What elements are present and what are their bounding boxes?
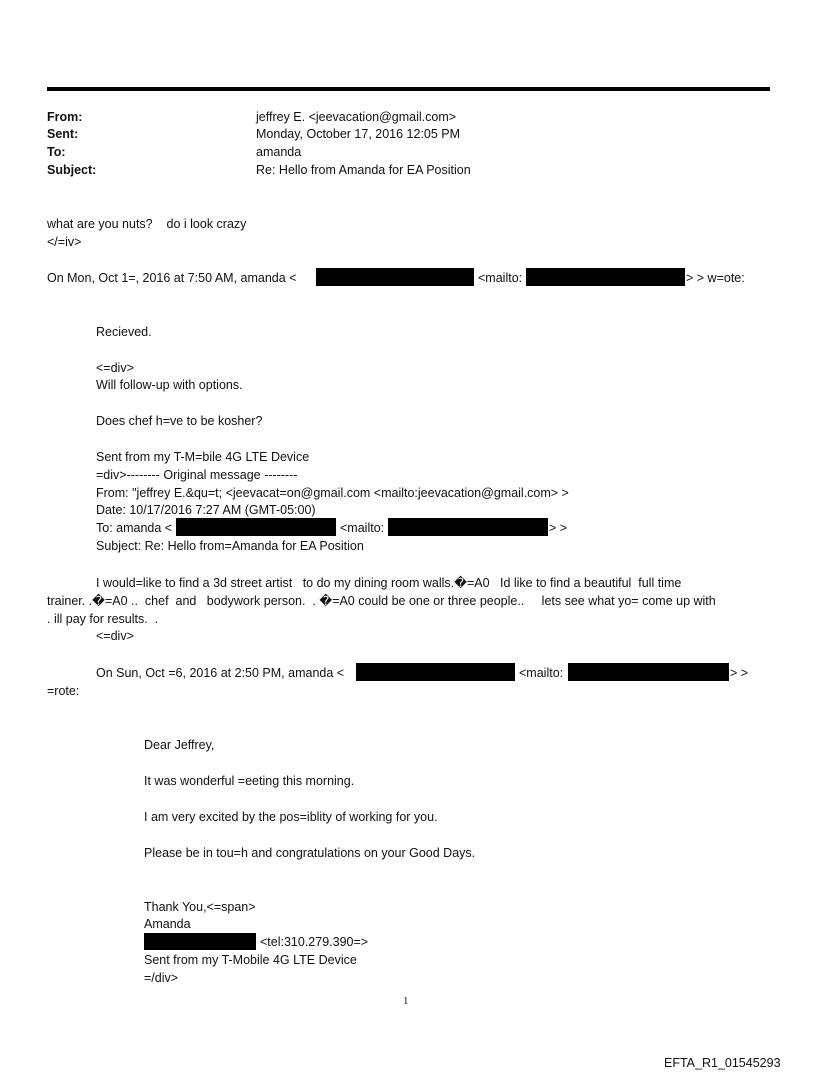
quote2-intro: On Sun, Oct =6, 2016 at 2:50 PM, amanda < — [96, 666, 345, 680]
sent-from-device: Sent from my T-Mobile 4G LTE Device — [144, 953, 357, 967]
original-message-divider: =div>-------- Original message -------- — [96, 468, 298, 482]
from-value: jeffrey E. <jeevacation@gmail.com> — [256, 110, 457, 124]
redaction-box — [316, 268, 474, 286]
redaction-box — [568, 663, 729, 681]
redaction-box — [526, 268, 685, 286]
original-from: From: "jeffrey E.&qu=t; <jeevacat=on@gmail.com <mailto:jeevacation@gmail.com> > — [96, 486, 569, 500]
quote-intro-end: > > w=ote: — [686, 271, 745, 285]
sign-off: Thank You,<=span> — [144, 900, 256, 914]
original-line-2: I am very excited by the pos=iblity of working for you. — [144, 810, 438, 824]
div-tag: <=div> — [96, 629, 134, 643]
quote-intro-mailto: <mailto: — [478, 271, 523, 285]
reply-line-2: </=iv> — [47, 235, 82, 249]
original-line-1: It was wonderful =eeting this morning. — [144, 774, 355, 788]
subject-label: Subject: — [47, 163, 97, 177]
sent-from-device: Sent from my T-M=bile 4G LTE Device — [96, 450, 310, 464]
to-label: To: — [47, 145, 66, 159]
page-number: 1 — [403, 995, 409, 1007]
recieved-text: Recieved. — [96, 325, 152, 339]
original-date: Date: 10/17/2016 7:27 AM (GMT-05:00) — [96, 503, 316, 517]
message-line-2: trainer. .�=A0 .. chef and bodywork person. . �=A0 could be one or three people.. lets see what yo= come up with — [47, 594, 716, 608]
chef-question: Does chef h=ve to be kosher? — [96, 414, 263, 428]
redaction-box — [356, 663, 515, 681]
signature-name: Amanda — [144, 917, 191, 931]
quote2-end: > > — [730, 666, 749, 680]
document-id: EFTA_R1_01545293 — [664, 1056, 781, 1070]
redaction-box — [388, 518, 548, 536]
end-div-tag: =/div> — [144, 971, 179, 985]
quote2-wrote: =rote: — [47, 684, 80, 698]
sent-label: Sent: — [47, 127, 79, 141]
message-line-3: . ill pay for results. . — [47, 612, 159, 626]
div-tag: <=div> — [96, 361, 134, 375]
greeting: Dear Jeffrey, — [144, 738, 215, 752]
redaction-box — [144, 933, 256, 950]
header-rule — [47, 87, 770, 91]
to-value: amanda — [256, 145, 302, 159]
from-label: From: — [47, 110, 83, 124]
sent-value: Monday, October 17, 2016 12:05 PM — [256, 127, 461, 141]
original-subject: Subject: Re: Hello from=Amanda for EA Position — [96, 539, 364, 553]
reply-line-1: what are you nuts? do i look crazy — [47, 217, 247, 231]
subject-value: Re: Hello from Amanda for EA Position — [256, 163, 471, 177]
message-line-1: I would=like to find a 3d street artist to do my dining room walls.�=A0 Id like to find a beautiful full time — [96, 576, 682, 590]
original-line-3: Please be in tou=h and congratulations on your Good Days. — [144, 846, 476, 860]
followup-text: Will follow-up with options. — [96, 378, 243, 392]
original-to-end: > > — [549, 521, 568, 535]
redaction-box — [176, 518, 336, 536]
telephone: <tel:310.279.390=> — [260, 935, 369, 949]
original-to-mailto: <mailto: — [340, 521, 385, 535]
quote2-mailto: <mailto: — [519, 666, 564, 680]
original-to: To: amanda < — [96, 521, 173, 535]
quote-intro: On Mon, Oct 1=, 2016 at 7:50 AM, amanda < — [47, 271, 297, 285]
